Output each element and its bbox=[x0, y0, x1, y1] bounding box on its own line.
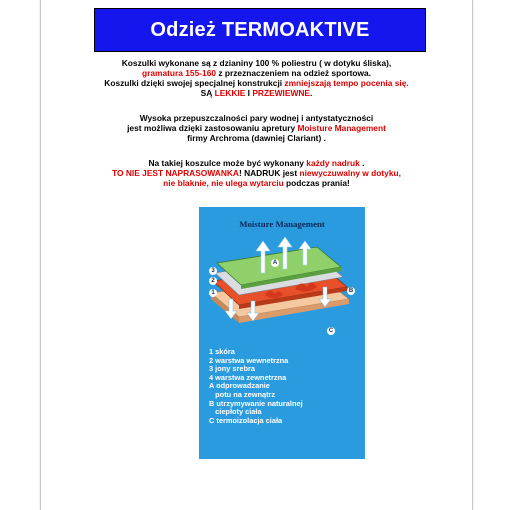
text-run: z przeznaczeniem na odzież sportowa. bbox=[216, 68, 371, 78]
diagram-legend bbox=[209, 348, 303, 425]
text-run: ! NADRUK jest bbox=[238, 168, 300, 178]
highlight-text: niewyczuwalny w dotyku, bbox=[299, 168, 401, 178]
text-run: . bbox=[359, 158, 365, 168]
text-run: jest możliwa dzięki zastosowaniu apretury bbox=[127, 123, 298, 133]
legend-item: A odprowadzanie bbox=[209, 381, 270, 391]
legend-item: 1 skóra bbox=[209, 347, 235, 356]
paragraph-line bbox=[41, 133, 472, 143]
text-run: I bbox=[245, 88, 253, 98]
diagram-marker: 2 bbox=[209, 277, 217, 285]
legend-item: 4 warstwa zewnetrzna bbox=[209, 372, 287, 382]
highlight-text: każdy nadruk bbox=[306, 158, 360, 168]
moisture-management-diagram bbox=[199, 207, 365, 459]
paragraph-line bbox=[41, 168, 472, 178]
paragraph-line bbox=[41, 123, 472, 133]
text-run: Na takiej koszulce może być wykonany bbox=[148, 158, 307, 168]
highlight-text: zmniejszają tempo pocenia się. bbox=[284, 78, 409, 88]
title-banner bbox=[94, 8, 426, 52]
text-run: firmy Archroma (dawniej Clariant) . bbox=[187, 133, 326, 143]
paragraph-line bbox=[41, 58, 472, 68]
paragraph-line bbox=[41, 178, 472, 188]
text-run: Koszulki dzięki swojej specjalnej konstrukcji bbox=[104, 78, 285, 88]
legend-item: 3 jony srebra bbox=[209, 364, 256, 374]
highlight-text: LEKKIE bbox=[214, 88, 246, 98]
fabric-layers-illustration bbox=[199, 207, 365, 347]
highlight-text: nie blaknie, nie ulega wytarciu bbox=[163, 178, 284, 188]
text-run: podczas prania! bbox=[283, 178, 350, 188]
legend-item: C termoizolacja ciała bbox=[209, 415, 283, 425]
text-run: SĄ bbox=[200, 88, 215, 98]
legend-item: 2 warstwa wewnetrzna bbox=[209, 355, 289, 365]
paragraph-line bbox=[41, 78, 472, 88]
diagram-marker: B bbox=[348, 288, 354, 294]
diagram-marker: A bbox=[272, 260, 278, 266]
document-sheet bbox=[40, 0, 473, 510]
diagram-marker: 1 bbox=[209, 289, 217, 297]
paragraph-line bbox=[41, 68, 472, 78]
legend-item: potu na zewnątrz bbox=[209, 389, 276, 399]
legend-item: ciepłoty ciała bbox=[209, 407, 262, 417]
text-run: . bbox=[310, 88, 313, 98]
diagram-marker: C bbox=[328, 328, 334, 334]
highlight-text: gramatura 155-160 bbox=[141, 68, 217, 78]
highlight-text: Moisture Management bbox=[297, 123, 386, 133]
paragraph-line bbox=[41, 158, 472, 168]
highlight-text: PRZEWIEWNE bbox=[252, 88, 311, 98]
diagram-title: Moisture Management bbox=[239, 219, 325, 229]
highlight-text: TO NIE JEST NAPRASOWANKA bbox=[112, 168, 239, 178]
paragraph-line bbox=[41, 113, 472, 123]
paragraph-line bbox=[41, 88, 472, 98]
diagram-marker: 3 bbox=[209, 267, 217, 275]
page-title: Odzież TERMOAKTIVE bbox=[150, 19, 370, 41]
text-run: Koszulki wykonane są z dzianiny 100 % poliestru ( w dotyku śliska), bbox=[121, 58, 392, 68]
text-run: Wysoka przepuszczalności pary wodnej i antystatyczności bbox=[139, 113, 374, 123]
legend-item: B utrzymywanie naturalnej bbox=[209, 398, 303, 408]
